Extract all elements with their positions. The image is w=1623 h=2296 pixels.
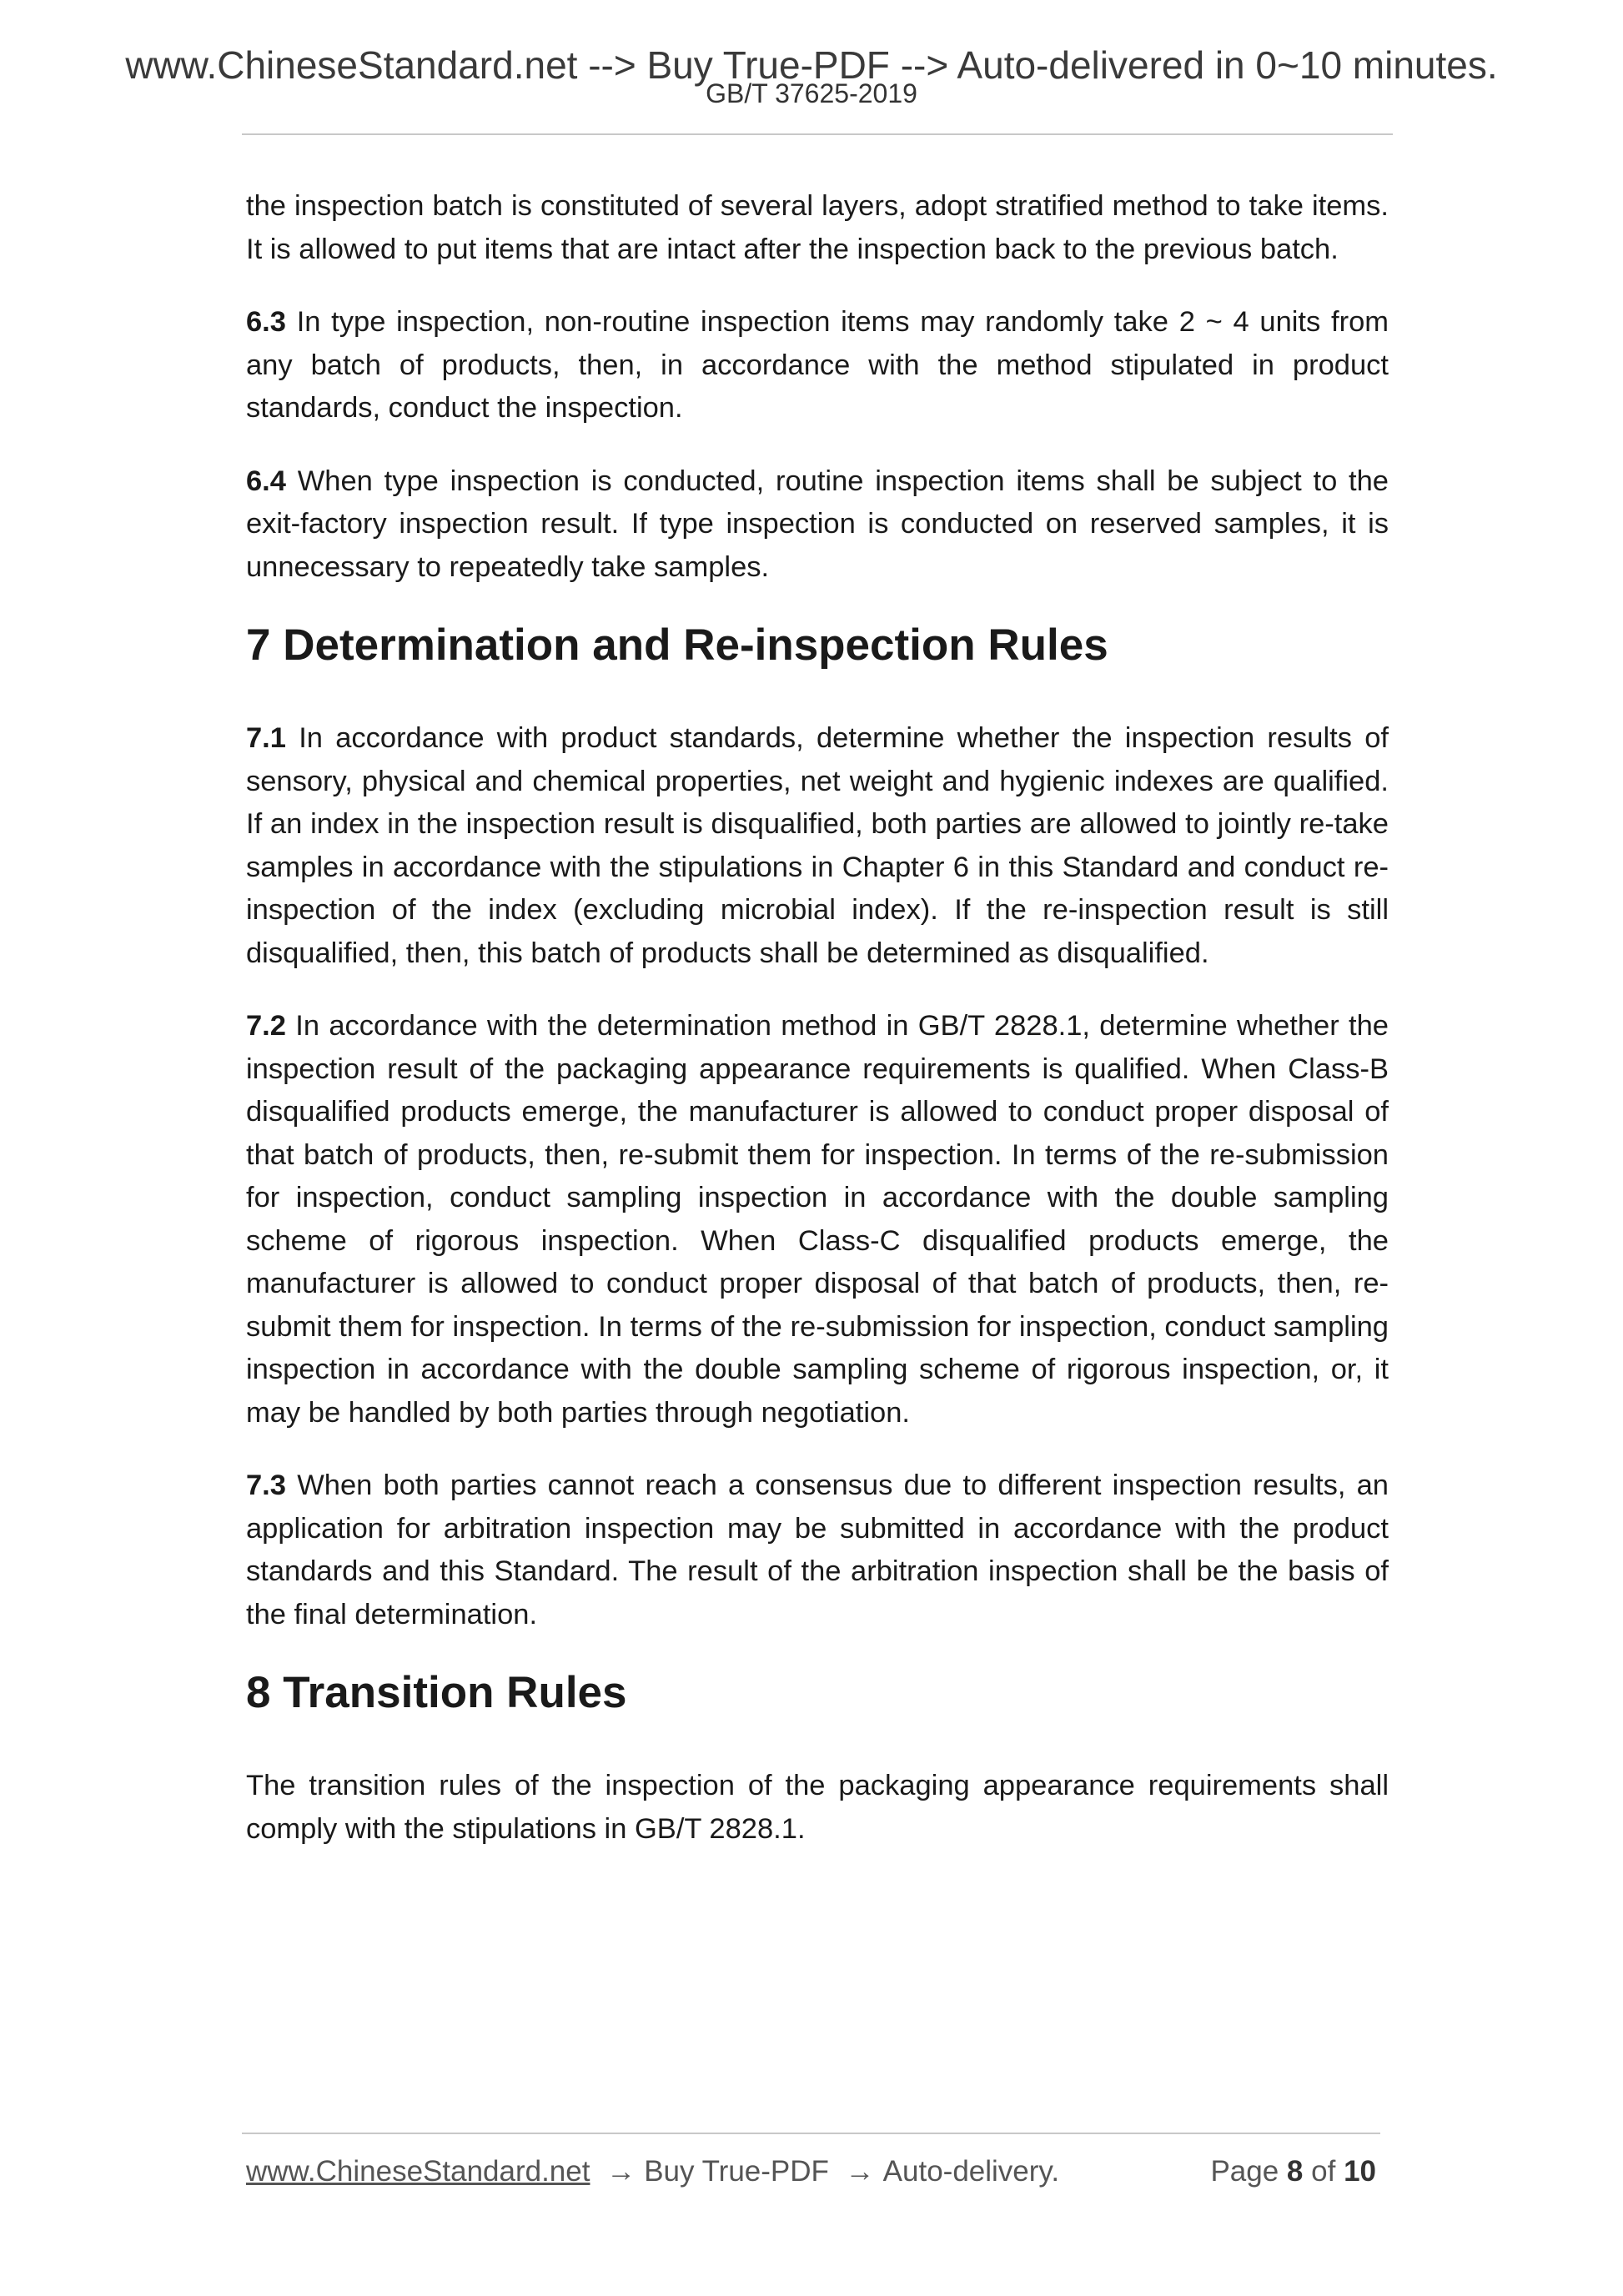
- clause-7-1: [246, 717, 1389, 975]
- page-label: Page: [1210, 2155, 1279, 2188]
- page-indicator: [1210, 2153, 1376, 2190]
- document-body: [246, 185, 1389, 1881]
- clause-number: 7.3: [246, 1470, 286, 1501]
- footer-promo: [246, 2153, 1059, 2190]
- page-total: 10: [1344, 2155, 1376, 2188]
- arrow-right-icon: →: [845, 2155, 875, 2188]
- standard-code: GB/T 37625-2019: [706, 78, 917, 108]
- footer: [246, 2153, 1376, 2190]
- clause-6-3: [246, 301, 1389, 430]
- clause-text: In accordance with the determination method in GB/T 2828.1, determine whether the inspection result of the packaging appearance requirements is qualified. When Class-B disqualified products emerge, the manufacturer is allowed to conduct proper disposal of that batch of products, then, re-submit them for inspection. In terms of the re-submission for inspection, conduct sampling inspection in accordance with the double sampling scheme of rigorous inspection. When Class-C disqualified products emerge, the manufacturer is allowed to conduct proper disposal of that batch of products, then, re-submit them for inspection. In terms of the re-submission for inspection, conduct sampling inspection in accordance with the double sampling scheme of rigorous inspection, or, it may be handled by both parties through negotiation.: [246, 1010, 1389, 1429]
- footer-delivery-text: Auto-delivery.: [882, 2155, 1060, 2188]
- paragraph-continued: the inspection batch is constituted of several layers, adopt stratified method to take items. It is allowed to put items that are intact after the inspection back to the previous batch.: [246, 190, 1389, 265]
- clause-text: In type inspection, non-routine inspection items may randomly take 2 ~ 4 units from any batch of products, then, in accordance with the method stipulated in product standards, conduct the inspection.: [246, 306, 1389, 424]
- clause-7-3: [246, 1465, 1389, 1636]
- section-7-heading: 7 Determination and Re-inspection Rules: [246, 620, 1108, 670]
- clause-number: 6.4: [246, 465, 286, 497]
- section-8-text: The transition rules of the inspection of the packaging appearance requirements shall comply with the stipulations in GB/T 2828.1.: [246, 1770, 1389, 1845]
- clause-text: In accordance with product standards, determine whether the inspection results of sensory, physical and chemical properties, net weight and hygienic indexes are qualified. If an index in the inspection result is disqualified, both parties are allowed to jointly re-take samples in accordance with the stipulations in Chapter 6 in this Standard and conduct re-inspection of the index (excluding microbial index). If the re-inspection result is still disqualified, then, this batch of products shall be determined as disqualified.: [246, 722, 1389, 969]
- section-8-heading: 8 Transition Rules: [246, 1668, 627, 1717]
- header-banner: www.ChineseStandard.net --> Buy True-PDF --> Auto-delivered in 0~10 minutes.: [125, 43, 1498, 87]
- clause-number: 7.2: [246, 1010, 286, 1042]
- clause-number: 7.1: [246, 722, 286, 754]
- clause-7-2: [246, 1005, 1389, 1434]
- footer-website-link[interactable]: www.ChineseStandard.net: [246, 2155, 590, 2188]
- header-divider: [242, 133, 1393, 135]
- arrow-right-icon: →: [606, 2155, 636, 2188]
- clause-6-4: [246, 460, 1389, 590]
- page-current: 8: [1286, 2155, 1304, 2188]
- clause-text: When type inspection is conducted, routine inspection items shall be subject to the exit-factory inspection result. If type inspection is conducted on reserved samples, it is unnecessary to repeatedly take samples.: [246, 465, 1389, 583]
- page-of: of: [1311, 2155, 1336, 2188]
- footer-divider: [242, 2133, 1380, 2134]
- footer-buy-text: Buy True-PDF: [644, 2155, 829, 2188]
- clause-text: When both parties cannot reach a consensus due to different inspection results, an application for arbitration inspection may be submitted in accordance with the product standards and this Standard. The result of the arbitration inspection shall be the basis of the final determination.: [246, 1470, 1389, 1630]
- clause-number: 6.3: [246, 306, 286, 338]
